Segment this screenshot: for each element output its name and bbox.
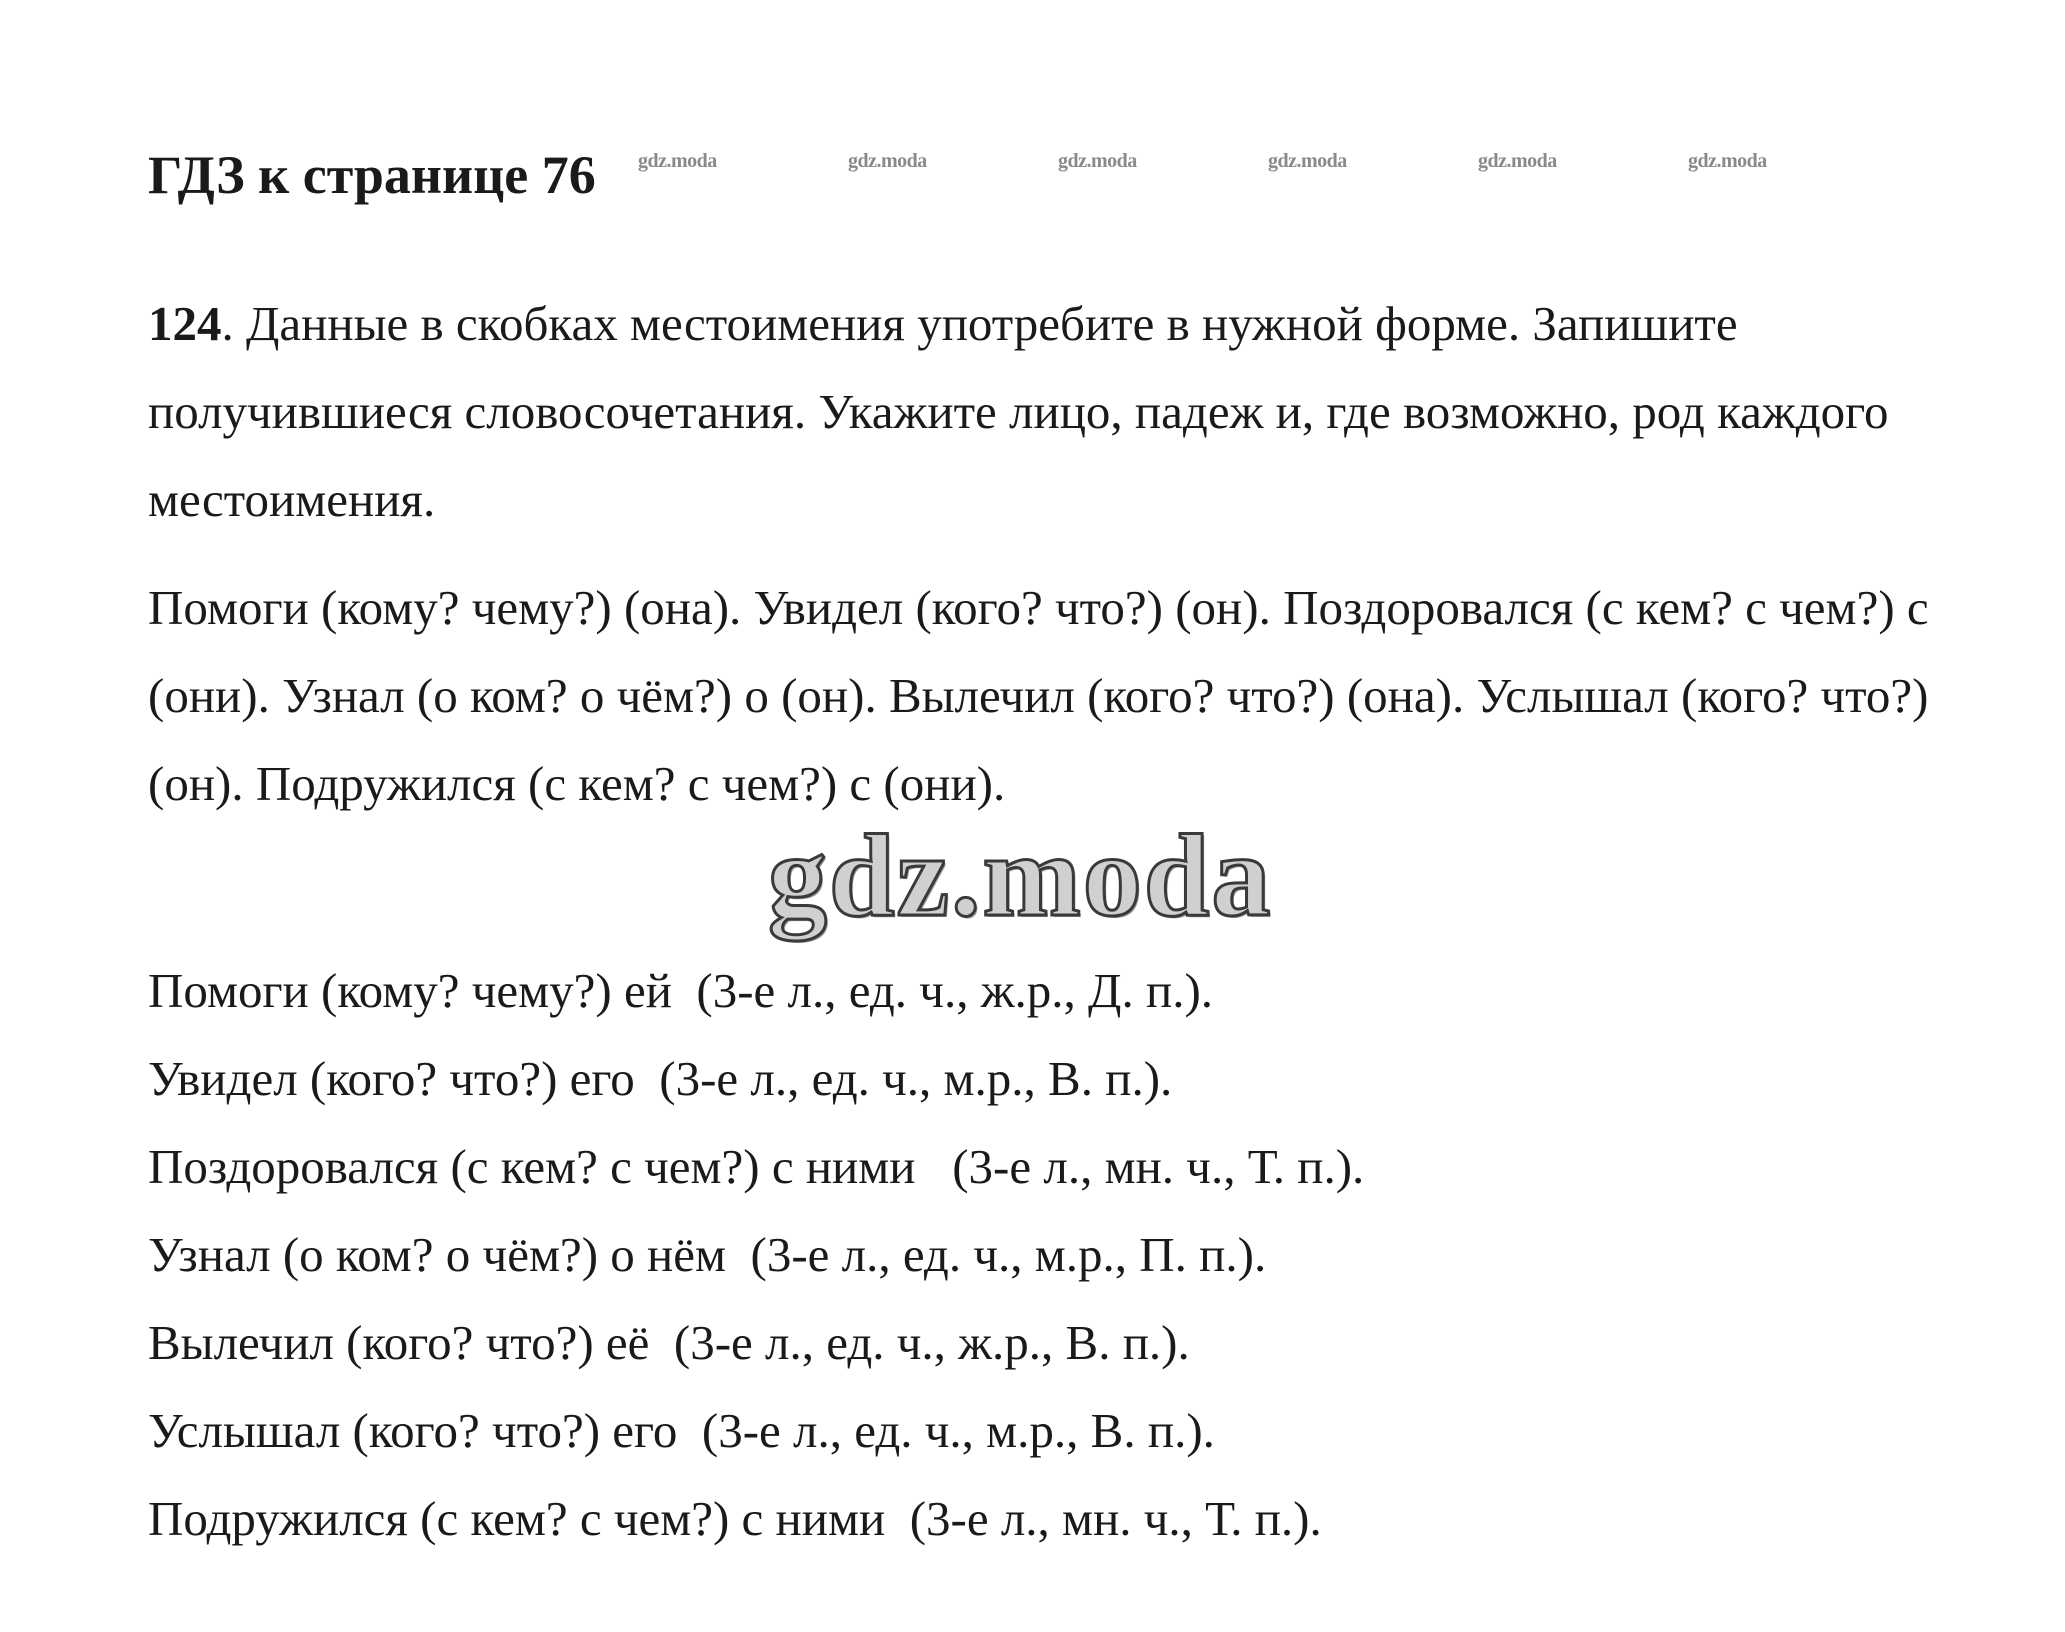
page-heading: ГДЗ к странице 76	[148, 145, 596, 205]
answer-list	[148, 947, 1364, 1563]
exercise-text: Помоги (кому? чему?) (она). Увидел (кого? что?) (он). Поздоровался (с кем? с чем?) с (они). Узнал (о ком? о чём?) о (он). Вылечил (кого? что?) (она). Услышал (кого? что?) (он). Подружился (с кем? с чем?) с (они).	[148, 580, 1929, 811]
answer-line: Поздоровался (с кем? с чем?) с ними (3-е л., мн. ч., Т. п.).	[148, 1139, 1365, 1194]
task-statement	[148, 280, 1948, 544]
answer-line: Подружился (с кем? с чем?) с ними (3-е л., мн. ч., Т. п.).	[148, 1491, 1322, 1546]
task-number: 124	[148, 296, 222, 351]
watermark-small: gdz.moda	[1058, 150, 1137, 172]
watermark-small: gdz.moda	[638, 150, 717, 172]
watermark-small: gdz.moda	[1688, 150, 1767, 172]
watermark-small: gdz.moda	[848, 150, 927, 172]
watermark-small: gdz.moda	[1478, 150, 1557, 172]
answer-line: Помоги (кому? чему?) ей (3-е л., ед. ч., ж.р., Д. п.).	[148, 963, 1214, 1018]
watermark-row	[0, 150, 2065, 180]
answer-line: Узнал (о ком? о чём?) о нём (3-е л., ед. ч., м.р., П. п.).	[148, 1227, 1267, 1282]
watermark-large: gdz.moda	[768, 810, 1273, 941]
task-text: . Данные в скобках местоимения употребите в нужной форме. Запишите получившиеся словосочетания. Укажите лицо, падеж и, где возможно, род каждого местоимения.	[148, 296, 1889, 527]
watermark-small: gdz.moda	[1268, 150, 1347, 172]
answer-line: Услышал (кого? что?) его (3-е л., ед. ч., м.р., В. п.).	[148, 1403, 1215, 1458]
answer-line: Увидел (кого? что?) его (3-е л., ед. ч., м.р., В. п.).	[148, 1051, 1173, 1106]
answer-line: Вылечил (кого? что?) её (3-е л., ед. ч., ж.р., В. п.).	[148, 1315, 1190, 1370]
